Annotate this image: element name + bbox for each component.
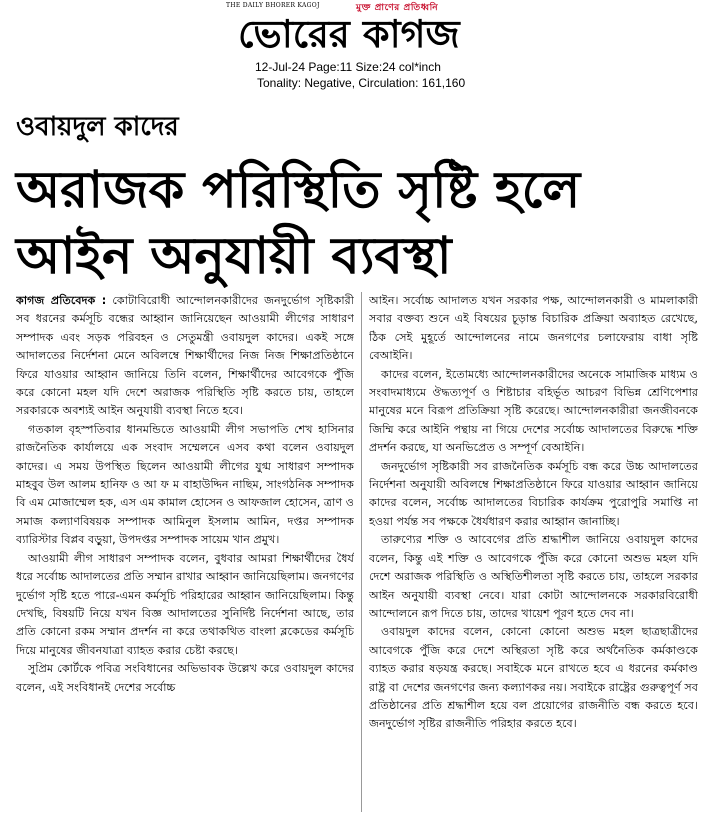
column-divider — [361, 292, 362, 812]
paragraph-text: কোটাবিরোধী আন্দোলনকারীদের জনদুর্ভোগ সৃষ্টিকারী সব ধরনের কর্মসূচি বন্ধের আহ্বান জানিয়েছেন আওয়ামী লীগের সাধারণ সম্পাদক এবং সড়ক পরিবহন ও সেতুমন্ত্রী ওবায়দুল কাদের। একই সঙ্গে আদালতের নির্দেশনা মেনে অবিলম্বে শিক্ষার্থীদের নিজ নিজ শিক্ষাপ্রতিষ্ঠানে ফিরে যাওয়ার আহ্বান জানিয়ে তিনি বলেন, শিক্ষার্থীদের আবেগকে পুঁজি করে কোনো মহল যদি দেশে অরাজক পরিস্থিতি সৃষ্টি করতে চায়, তাহলে সরকারকে অবশ্যই আইন অনুযায়ী ব্যবস্থা নিতে হবে। — [16, 294, 354, 418]
headline-line-2: আইন অনুযায়ী ব্যবস্থা — [16, 227, 452, 286]
paragraph: জনদুর্ভোগ সৃষ্টিকারী সব রাজনৈতিক কর্মসূচি বন্ধ করে উচ্চ আদালতের নির্দেশনা অনুযায়ী অবিলম্বে শিক্ষাপ্রতিষ্ঠানে ফিরে যাওয়ার আহ্বান জানিয়ে কাদের বলেন, সর্বোচ্চ আদালতের বিচারিক কার্যক্রম পুরোপুরি সমাপ্তি না হওয়া পর্যন্ত সব পক্ষকে ধৈর্যধারণ করার আহ্বান জানাচ্ছি। — [369, 459, 698, 528]
paragraph — [16, 292, 354, 421]
paragraph: কাদের বলেন, ইতোমধ্যে আন্দোলনকারীদের অনেকে সামাজিক মাধ্যম ও সংবাদমাধ্যমে ঔদ্ধত্যপূর্ণ ও শিষ্টাচার বহির্ভূত আচরণ বিভিন্ন শ্রেণিপেশার মানুষের মনে বিরূপ প্রতিক্রিয়া সৃষ্টি করেছে। আন্দোলনকারীরা জনজীবনকে জিম্মি করে আইনি পন্থায় না গিয়ে দেশের সর্বোচ্চ আদালতের বিরুদ্ধে শক্তি প্রদর্শন করছে, যা অনভিপ্রেত ও সম্পূর্ণ বেআইনি। — [369, 367, 698, 455]
paragraph: তারুণ্যের শক্তি ও আবেগের প্রতি শ্রদ্ধাশীল জানিয়ে ওবায়দুল কাদের বলেন, কিন্তু এই শক্তি ও আবেগকে পুঁজি করে কোনো অশুভ মহল যদি দেশে অরাজক পরিস্থিতি ও অস্থিতিশীলতা সৃষ্টি করতে চায়, তাহলে সরকার আইন অনুযায়ী ব্যবস্থা নেবে। যারা কোটা আন্দোলনকে সরকারবিরোধী আন্দোলনে রূপ দিতে চায়, তাদের খায়েশ পূরণ হতে দেব না। — [369, 533, 698, 620]
paragraph: ওবায়দুল কাদের বলেন, কোনো কোনো অশুভ মহল ছাত্রছাত্রীদের আবেগকে পুঁজি করে দেশে অস্থিরতা সৃষ্টি করে অর্থনৈতিক কর্মকাণ্ডকে ব্যাহত করার ষড়যন্ত্র করছে। সবাইকে মনে রাখতে হবে এ ধরনের কর্মকাণ্ড রাষ্ট্র বা দেশের জনগণের জন্য কল্যাণকর নয়। সবাইকে রাষ্ট্রের গুরুত্বপূর্ণ সব প্রতিষ্ঠানের প্রতি শ্রদ্ধাশীল হয়ে বল প্রয়োগের রাজনীতি বন্ধ করতে হবে। জনদুর্ভোগ সৃষ্টির রাজনীতি পরিহার করতে হবে। — [369, 625, 698, 731]
article-kicker: ওবায়দুল কাদের — [16, 112, 179, 142]
clipping-meta-date-page: 12-Jul-24 Page:11 Size:24 col*inch — [255, 60, 441, 74]
article-column-right — [369, 292, 698, 812]
headline-line-1: অরাজক পরিস্থিতি সৃষ্টি হলে — [16, 161, 581, 220]
article-headline — [16, 158, 706, 290]
english-masthead-name: THE DAILY BHORER KAGOJ — [226, 2, 320, 9]
masthead-slogan: মুক্ত প্রাণের প্রতিধ্বনি — [356, 3, 439, 13]
paragraph: আওয়ামী লীগ সাধারণ সম্পাদক বলেন, বুধবার আমরা শিক্ষার্থীদের ধৈর্য ধরে সর্বোচ্চ আদালতের প্রতি সম্মান রাখার আহ্বান জানিয়েছিলাম। জনগণের দুর্ভোগ সৃষ্টি হতে পারে-এমন কর্মসূচি পরিহারের আহ্বান জানিয়েছিলাম। কিন্তু দেখছি, বিষয়টি নিয়ে যখন বিজ্ঞ আদালতের সুনির্দিষ্ট নির্দেশনা আছে, তার প্রতি কোনো রকম সম্মান প্রদর্শন না করে তথাকথিত বাংলা ব্লকেডের কর্মসূচি দিয়ে মানুষের জীবনযাত্রা ব্যাহত করার চেষ্টা করছে। — [16, 551, 354, 657]
paragraph: আইন। সর্বোচ্চ আদালত যখন সরকার পক্ষ, আন্দোলনকারী ও মামলাকারী সবার বক্তব্য শুনে এই বিষয়ের চূড়ান্ত বিচারিক প্রক্রিয়া অব্যাহত রেখেছে, ঠিক সেই মুহূর্তে আন্দোলনের নামে জনগণের চলাফেরায় বাধা সৃষ্টি বেআইনি। — [369, 294, 698, 363]
paragraph: সুপ্রিম কোর্টকে পবিত্র সংবিধানের অভিভাবক উল্লেখ করে ওবায়দুল কাদের বলেন, এই সংবিধানই দেশের সর্বোচ্চ — [16, 662, 354, 694]
byline: কাগজ প্রতিবেদক : — [16, 294, 107, 307]
article-column-left — [16, 292, 354, 812]
clipping-meta-tonality: Tonality: Negative, Circulation: 161,160 — [257, 76, 466, 90]
newspaper-logo: ভোরের কাগজ — [238, 12, 460, 56]
masthead — [0, 0, 709, 95]
paragraph: গতকাল বৃহস্পতিবার ধানমন্ডিতে আওয়ামী লীগ সভাপতি শেখ হাসিনার রাজনৈতিক কার্যালয়ে এক সংবাদ সম্মেলনে এসব কথা বলেন ওবায়দুল কাদের। এ সময় উপস্থিত ছিলেন আওয়ামী লীগের যুগ্ম সাধারণ সম্পাদক মাহবুব উল আলম হানিফ ও আ ফ ম বাহাউদ্দিন নাছিম, সাংগঠনিক সম্পাদক বি এম মোজাম্মেল হক, এস এম কামাল হোসেন ও আফজাল হোসেন, ত্রাণ ও সমাজ কল্যাণবিষয়ক সম্পাদক আমিনুল ইসলাম আমিন, দপ্তর সম্পাদক ব্যারিস্টার বিপ্লব বড়ুয়া, উপদপ্তর সম্পাদক সায়েম খান প্রমুখ। — [16, 422, 354, 547]
